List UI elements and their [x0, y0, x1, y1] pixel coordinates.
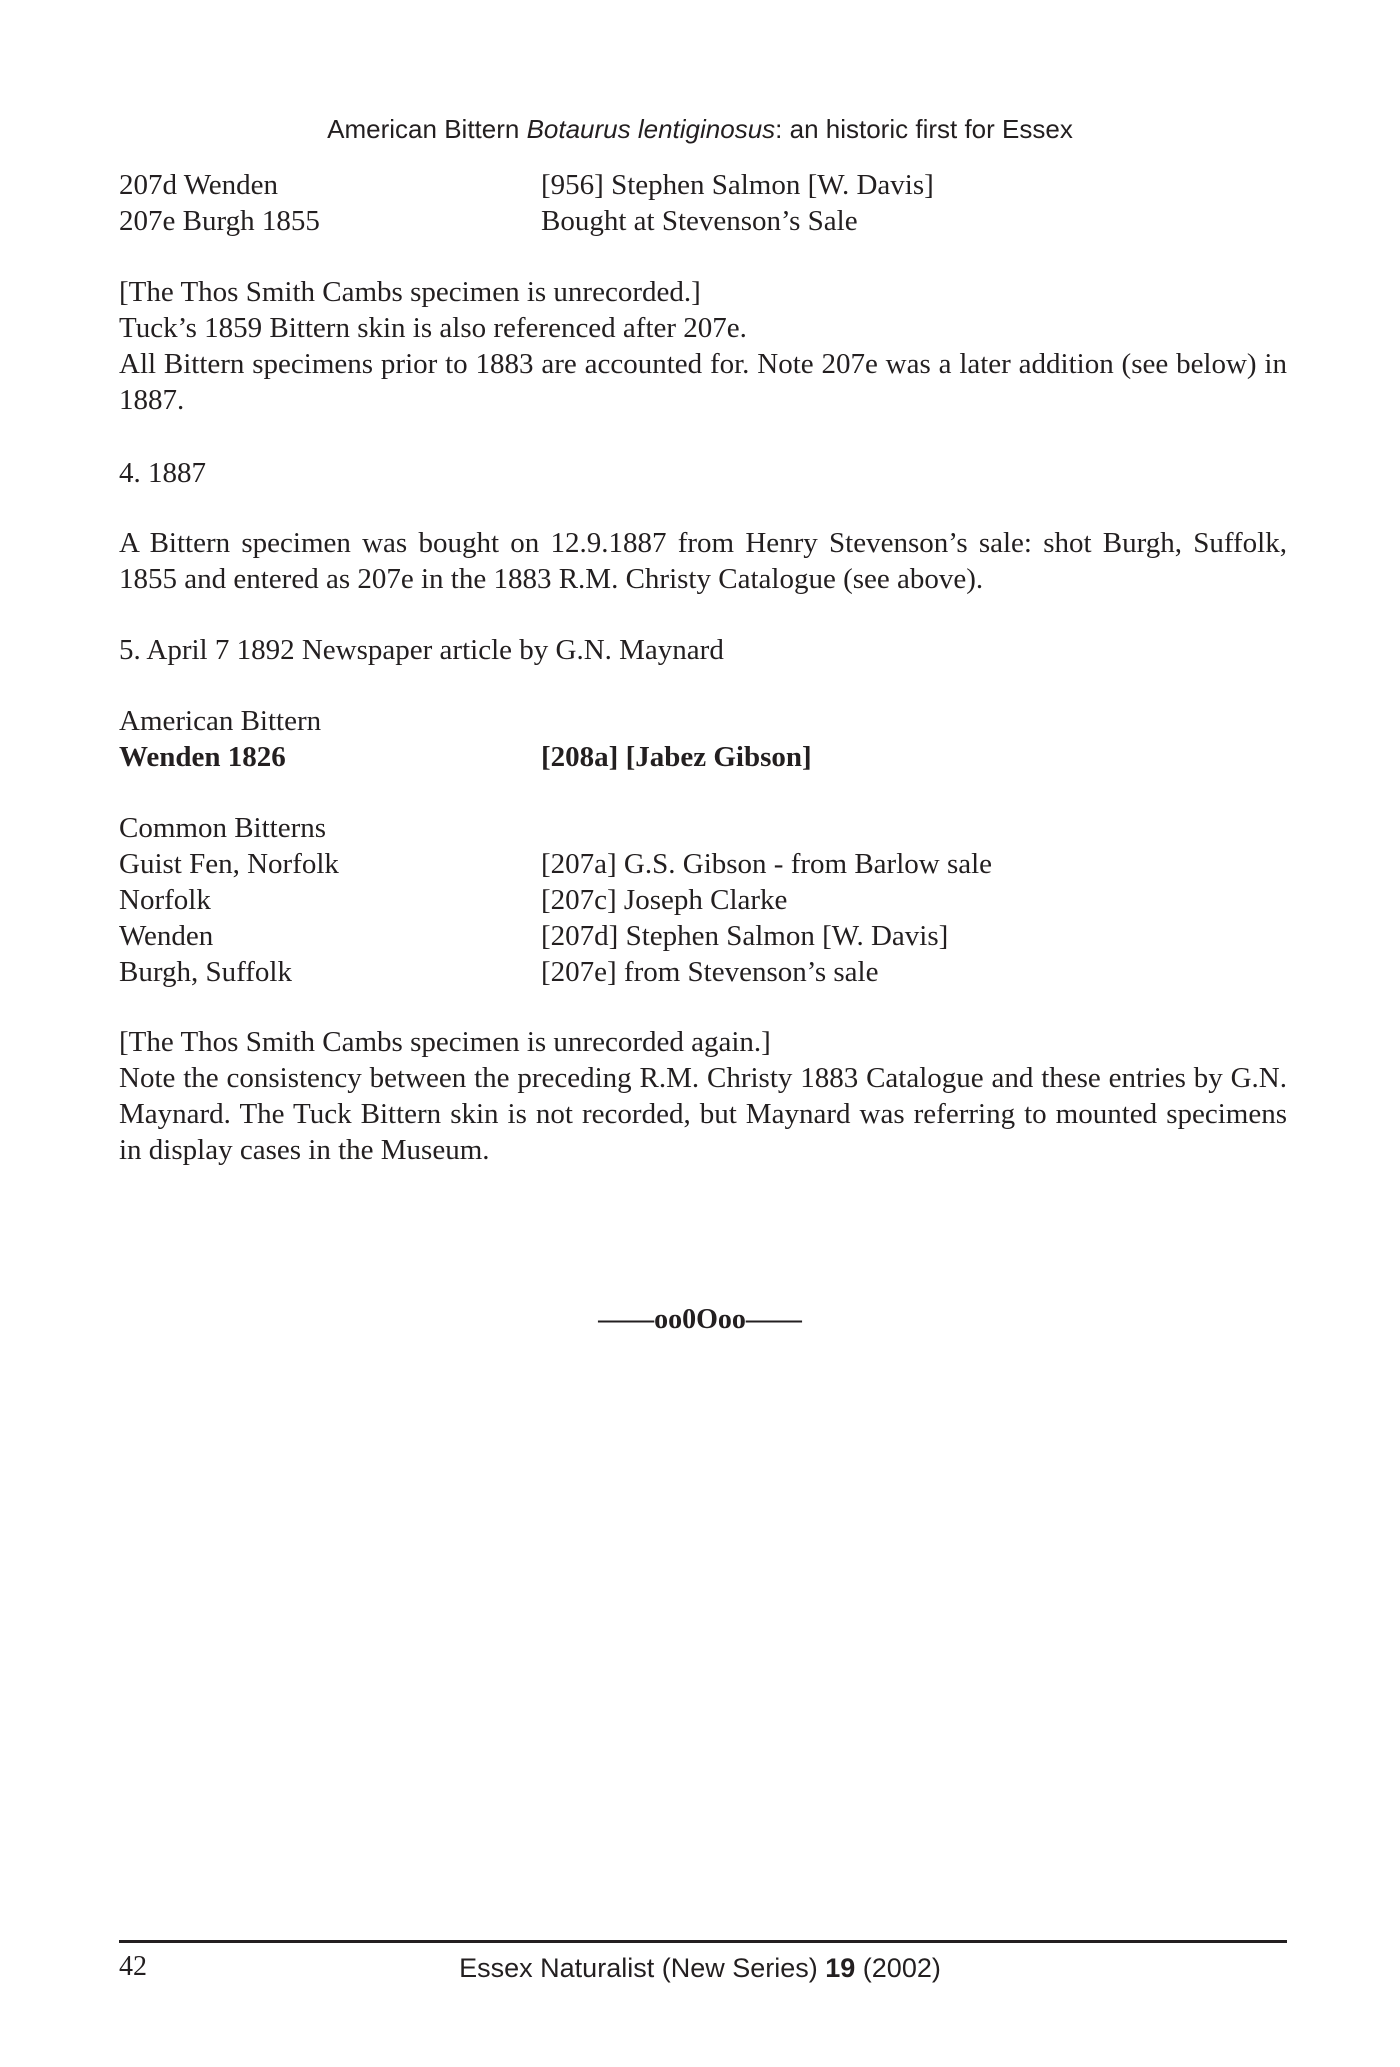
note-line: [The Thos Smith Cambs specimen is unrecorded again.] [119, 1026, 771, 1058]
running-head-text: American Bittern [327, 114, 527, 144]
journal-volume: 19 [825, 1953, 856, 1983]
table-row [119, 167, 1287, 203]
section-divider: ——oo0Ooo—— [598, 1304, 802, 1335]
table-row [119, 739, 1287, 775]
table-row [119, 203, 1287, 239]
list-item [119, 703, 1287, 739]
catalogue-detail: [956] Stephen Salmon [W. Davis] [541, 169, 934, 201]
catalogue-1883-table [119, 167, 1287, 239]
page-number: 42 [119, 1951, 147, 1982]
common-bittern-entry: Guist Fen, Norfolk [119, 848, 339, 880]
section-text-1887: A Bittern specimen was bought on 12.9.1887 from Henry Stevenson’s sale: shot Burgh, Suffolk, 1855 and entered as 207e in the 1883 R.M. Christy Catalogue (see above). [119, 527, 1287, 595]
common-bittern-entry: Burgh, Suffolk [119, 956, 292, 988]
notes-1883 [119, 274, 1287, 418]
journal-year: (2002) [855, 1953, 941, 1983]
note-line: Tuck’s 1859 Bittern skin is also referenced after 207e. [119, 312, 747, 344]
common-bittern-entry: Wenden [119, 920, 214, 952]
footer-rule [119, 1940, 1287, 1943]
common-bitterns-table [119, 810, 1287, 990]
american-bittern-entry: Wenden 1826 [119, 741, 286, 773]
common-bitterns-label: Common Bitterns [119, 812, 327, 844]
table-row [119, 954, 1287, 990]
common-bittern-detail: [207d] Stephen Salmon [W. Davis] [541, 920, 949, 952]
common-bittern-detail: [207e] from Stevenson’s sale [541, 956, 879, 988]
note-line: [The Thos Smith Cambs specimen is unrecorded.] [119, 276, 701, 308]
list-item [119, 810, 1287, 846]
common-bittern-detail: [207a] G.S. Gibson - from Barlow sale [541, 848, 993, 880]
catalogue-entry: 207e Burgh 1855 [119, 205, 320, 237]
journal-title: Essex Naturalist (New Series) [459, 1953, 826, 1983]
catalogue-detail: Bought at Stevenson’s Sale [541, 205, 858, 237]
section-heading-1892: 5. April 7 1892 Newspaper article by G.N. Maynard [119, 634, 724, 666]
common-bittern-detail: [207c] Joseph Clarke [541, 884, 788, 916]
journal-footer [0, 1951, 1400, 1985]
common-bittern-entry: Norfolk [119, 884, 211, 916]
running-head-subtitle: : an historic first for Essex [775, 114, 1073, 144]
running-head-species: Botaurus lentiginosus [526, 114, 776, 144]
table-row [119, 918, 1287, 954]
section-heading-1887: 4. 1887 [119, 457, 206, 489]
table-row [119, 882, 1287, 918]
american-bittern-detail: [208a] [Jabez Gibson] [541, 741, 812, 773]
note-paragraph: Note the consistency between the preceding R.M. Christy 1883 Catalogue and these entries by G.N. Maynard. The Tuck Bittern skin is not recorded, but Maynard was referring to mounted specimens in display cases in the Museum. [119, 1062, 1287, 1166]
catalogue-entry: 207d Wenden [119, 169, 279, 201]
notes-1892 [119, 1024, 1287, 1168]
running-head [0, 113, 1400, 145]
american-bittern-label: American Bittern [119, 705, 322, 737]
american-bittern-table [119, 703, 1287, 775]
note-line: All Bittern specimens prior to 1883 are accounted for. Note 207e was a later addition (see below) in 1887. [119, 348, 1287, 416]
table-row [119, 846, 1287, 882]
